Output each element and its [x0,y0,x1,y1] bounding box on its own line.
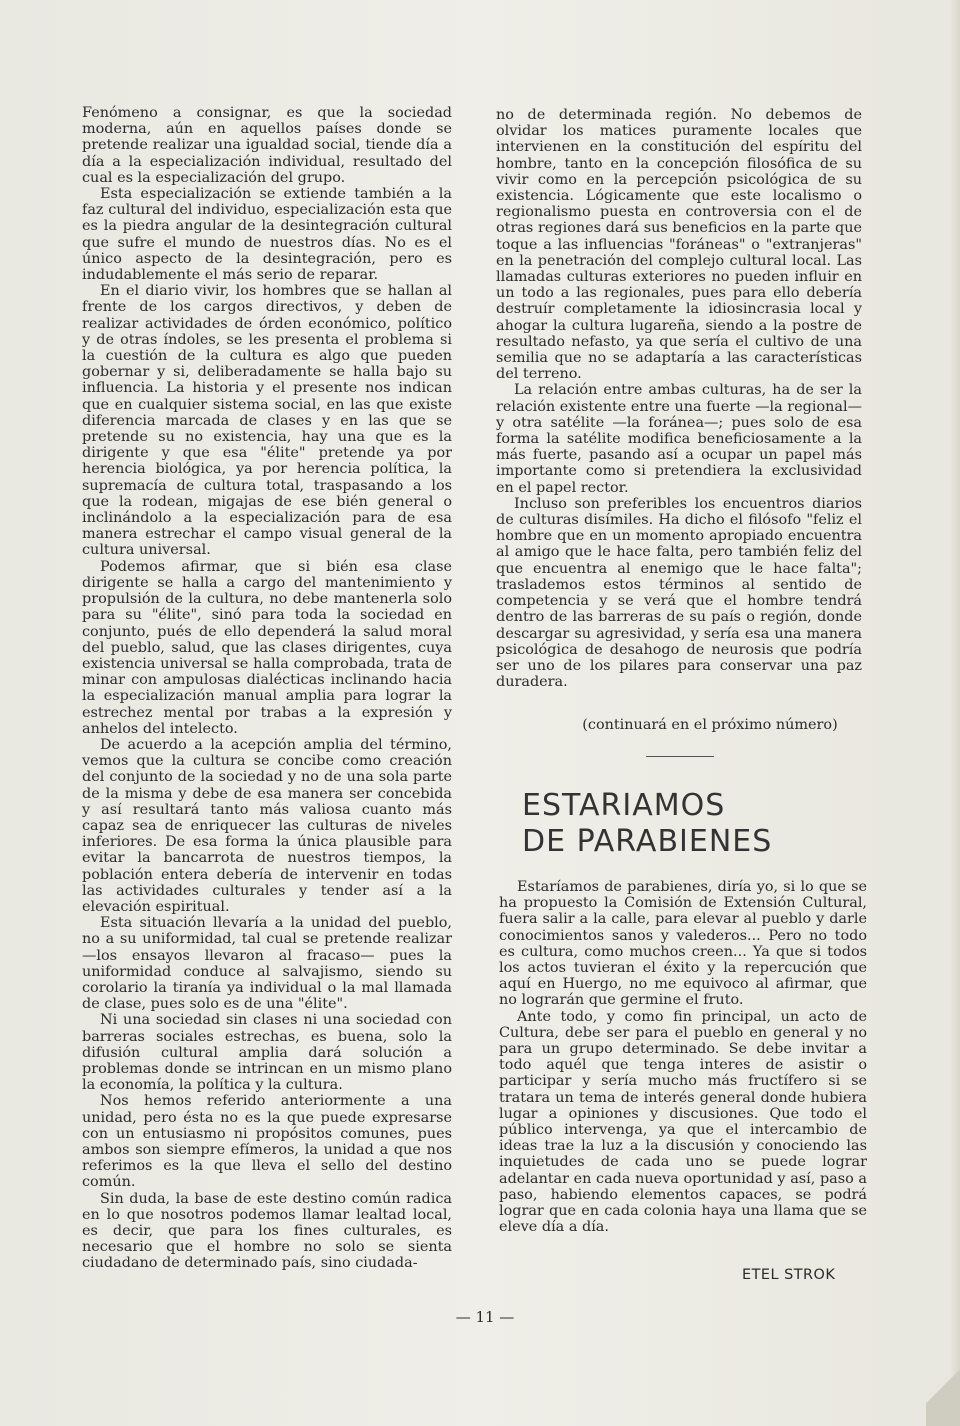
page-number: — 11 — [455,1308,515,1326]
page-edge-shadow [950,0,960,1426]
paragraph: Nos hemos referido anteriormente a una unidad, pero ésta no es la que puede expresarse con un entusiasmo ni propósitos comunes, pues ambos son siempre efímeros, la unidad a que nos referimos es la que lleva el sello del destino común. [82,1093,452,1191]
author-signature: ETEL STROK [742,1267,836,1283]
right-column-bottom [499,879,867,1235]
left-column [82,105,452,1272]
paragraph: Fenómeno a consignar, es que la sociedad moderna, aún en aquellos países donde se pretende realizar una igualdad social, tiende día a día a la especialización individual, resultado del cual es la especialización del grupo. [82,105,452,186]
paragraph: Esta situación llevaría a la unidad del pueblo, no a su uniformidad, tal cual se pretende realizar —los ensayos llevaron al fracaso— pues la uniformidad conduce al salvajismo, siendo su corolario la tiranía ya individual o la mal llamada de clase, pues solo es de una "élite". [82,915,452,1013]
continues-note: (continuará en el próximo número) [582,717,838,733]
paragraph: De acuerdo a la acepción amplia del término, vemos que la cultura se concibe como creación del conjunto de la sociedad y no de una sola parte de la misma y debe de esa manera ser concebida y así resultará tanto más valiosa cuanto más capaz sea de enriquecer las culturas de niveles inferiores. De esa forma la única plausible para evitar la bancarrota de nuestros tiempos, la población entera debería de intervenir en todas las actividades culturales y tender así a la elevación espiritual. [82,736,452,915]
paragraph: La relación entre ambas culturas, ha de ser la relación existente entre una fuerte —la regional— y otra satélite —la foránea—; pues solo de esa forma la satélite modifica beneficiosamente a la más fuerte, pasando así a ocupar un papel más importante como si pretendiera la exclusividad en el papel rector. [496,382,862,496]
paragraph: Sin duda, la base de este destino común radica en lo que nosotros podemos llamar lealtad local, es decir, que para los fines culturales, es necesario que el hombre no solo se sienta ciudadano de determinado país, sino ciudada- [82,1190,452,1272]
article-title [522,788,772,860]
paragraph: Estaríamos de parabienes, diría yo, si lo que se ha propuesto la Comisión de Extensión Cultural, fuera salir a la calle, para elevar al pueblo y darle conocimientos sanos y valederos... Pero no todo es cultura, como muchos creen... Ya que si todos los actos tuvieran el éxito y la repercución que aquí en Huergo, no me equivoco al afirmar, que no lograrán que germine el fruto. [499,879,867,1009]
paragraph: no de determinada región. No debemos de olvidar los matices puramente locales que intervienen en la constitución del espíritu del hombre, tanto en la concepción filosófica de su vivir como en la percepción psicológica de su existencia. Lógicamente que este localismo o regionalismo puesta en controversia con el de otras regiones dará sus beneficios en la parte que toque a las influencias "foráneas" o "extranjeras" en la penetración del complejo cultural local. Las llamadas culturas exteriores no pueden influir en un todo a las regionales, pues para ello debería destruír completamente la idiosincrasia local y ahogar la cultura lugareña, siendo a la postre de resultado nefasto, ya que sería el cultivo de una semilia que no se adaptaría a las características del terreno. [496,107,862,383]
section-divider [646,756,714,757]
paragraph: Incluso son preferibles los encuentros diarios de culturas disímiles. Ha dicho el filósofo "feliz el hombre que en un momento apropiado encuentra al amigo que le hace falta, pero también feliz del que encuentra al enemigo que le hace falta"; traslademos estos términos al sentido de competencia y se verá que el hombre tendrá dentro de las barreras de su país o región, donde descargar su agresividad, y sería esa una manera psicológica de desahogo de neurosis que podría ser uno de los pilares para conservar una paz duradera. [496,495,862,691]
page-corner-fold [926,1346,960,1426]
paragraph: En el diario vivir, los hombres que se hallan al frente de los cargos directivos, y deben de realizar actividades de órden económico, político y de otras índoles, se les presenta el problema si la cuestión de la cultura es algo que pueden gobernar y si, deliberadamente se halla bajo su influencia. La historia y el presente nos indican que en cualquier sistema social, en las que existe diferencia marcada de clases y en las que se pretende su no existencia, hay una que es la dirigente y que esa "élite" pretende ya por herencia biológica, ya por herencia política, la supremacía de cultura total, traspasando a los que la rodean, migajas de ese bién general o inclinándolo a la especialización para de esa manera estrechar el campo visual general de la cultura universal. [82,283,452,559]
paragraph: Ni una sociedad sin clases ni una sociedad con barreras sociales estrechas, es buena, solo la difusión cultural amplia dará solución a problemas donde se intrincan en un mismo plano la economía, la política y la cultura. [82,1012,452,1094]
article-title-line: DE PARABIENES [522,824,773,859]
paragraph: Podemos afirmar, que si bién esa clase dirigente se halla a cargo del mantenimiento y propulsión de la cultura, no debe mantenerla solo para su "élite", sinó para toda la sociedad en conjunto, pués de ello dependerá la salud moral del pueblo, salud, que las clases dirigentes, cuya existencia universal se halla comprobada, trata de minar con ampulosas dialécticas inclinando hacia la especialización manual amplia para lograr la estrechez mental por trabas a la expresión y anhelos del intelecto. [82,558,452,737]
right-column-top [496,107,862,690]
paragraph: Esta especialización se extiende también a la faz cultural del individuo, especialización esta que es la piedra angular de la desintegración cultural que sufre el mundo de nuestros días. No es el único aspecto de la desintegración, pero es indudablemente el más serio de reparar. [82,186,452,284]
article-title-line: ESTARIAMOS [522,788,726,823]
paragraph: Ante todo, y como fin principal, un acto de Cultura, debe ser para el pueblo en general y no para un grupo determinado. Se debe invitar a todo aquél que tenga interes de asistir o participar y sería mucho más fructífero si se tratara un tema de interés general donde hubiera lugar a opiniones y discusiones. Que todo el público intervenga, ya que el intercambio de ideas trae la luz a la discusión y conociendo las inquietudes de cada uno se puede lograr adelantar en cada nueva oportunidad y así, paso a paso, habiendo elementos capaces, se podrá lograr que en cada colonia haya una llama que se eleve día a día. [499,1008,867,1236]
